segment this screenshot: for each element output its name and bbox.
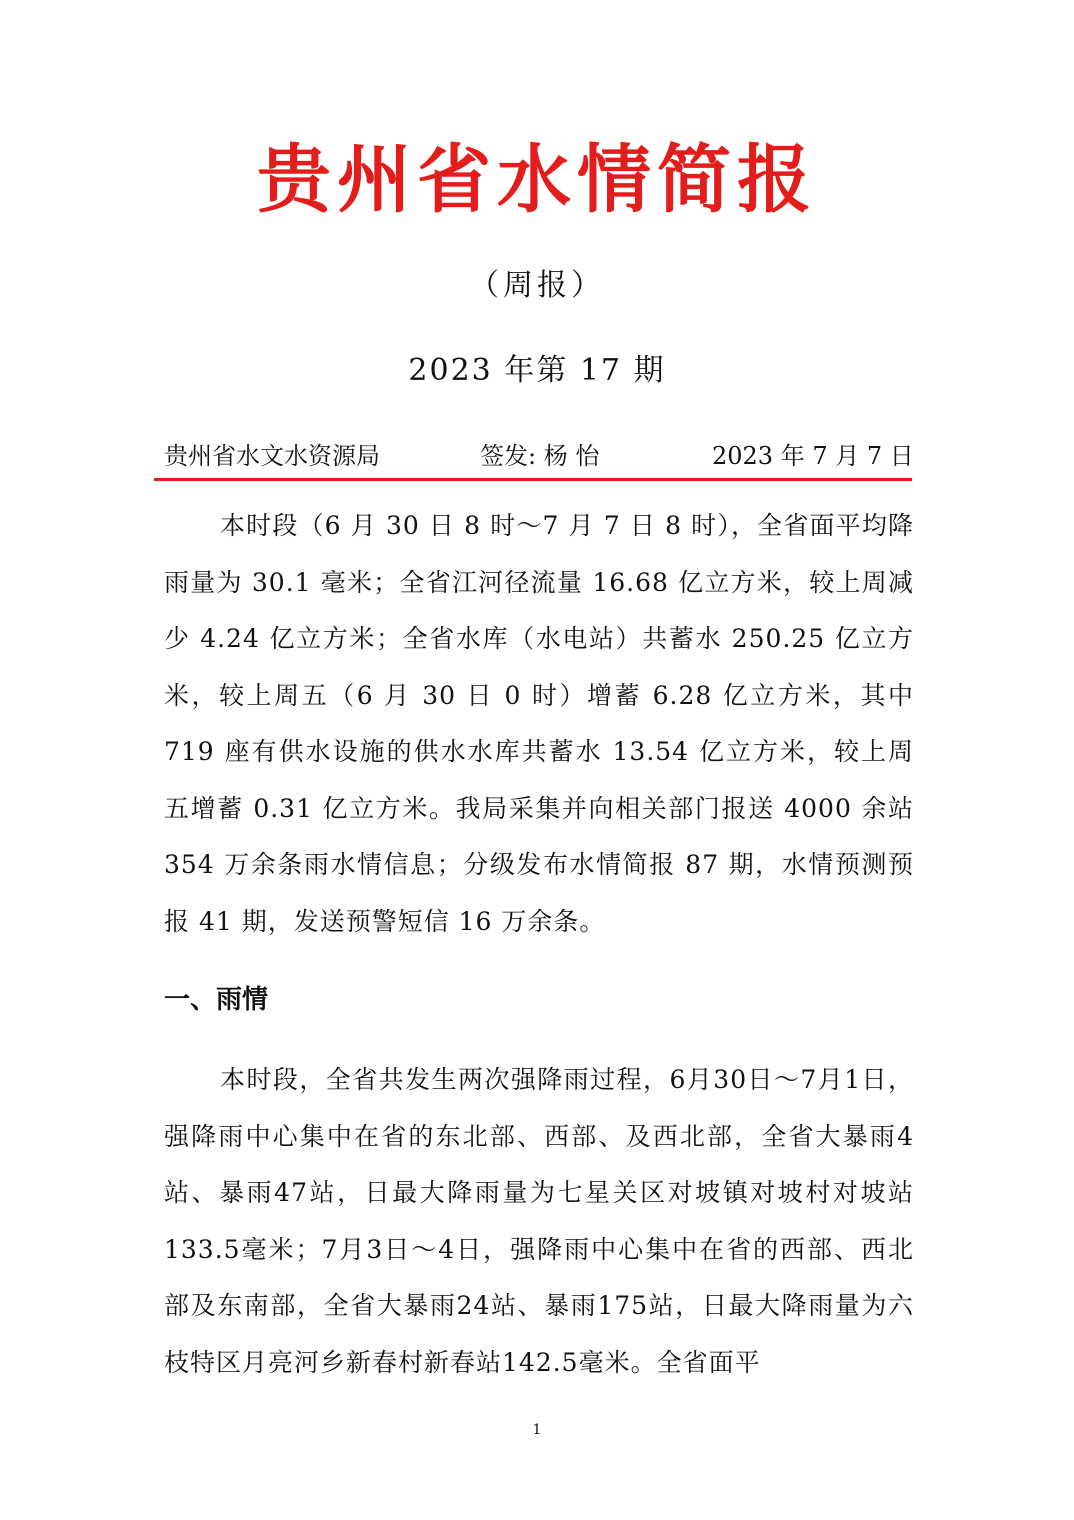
report-subtitle: （周报） xyxy=(469,268,605,303)
issue-number: 2023 年第 17 期 xyxy=(408,353,666,388)
summary-paragraph: 本时段（6 月 30 日 8 时～7 月 7 日 8 时），全省面平均降雨量为 30.1 毫米；全省江河径流量 16.68 亿立方米，较上周减少 4.24 亿立方米；全省水库（水电站）共蓄水 250.25 亿立方米，较上周五（6 月 30 日 0 时）增蓄 6.28 亿立方米，其中 719 座有供水设施的供水水库共蓄水 13.54 亿立方米，较上周五增蓄 0.31 亿立方米。我局采集并向相关部门报送 4000 余站 354 万余条雨水情信息；分级发布水情简报 87 期，水情预测预报 41 期，发送预警短信 16 万余条。 xyxy=(164,511,914,936)
issuing-organization: 贵州省水文水资源局 xyxy=(164,442,380,470)
issuer-line xyxy=(164,436,914,476)
page-number: 1 xyxy=(532,1422,542,1438)
issue-date: 2023 年 7 月 7 日 xyxy=(712,442,914,470)
header-divider xyxy=(154,478,912,481)
rainfall-paragraph: 本时段，全省共发生两次强降雨过程，6月30日～7月1日，强降雨中心集中在省的东北部、西部、及西北部，全省大暴雨4站、暴雨47站，日最大降雨量为七星关区对坡镇对坡村对坡站133.5毫米；7月3日～4日，强降雨中心集中在省的西部、西北部及东南部，全省大暴雨24站、暴雨175站，日最大降雨量为六枝特区月亮河乡新春村新春站142.5毫米。全省面平 xyxy=(164,1065,914,1377)
section-heading-rainfall: 一、雨情 xyxy=(164,985,269,1015)
report-title: 贵州省水情简报 xyxy=(257,137,817,223)
signer: 签发: 杨 怡 xyxy=(480,442,600,470)
